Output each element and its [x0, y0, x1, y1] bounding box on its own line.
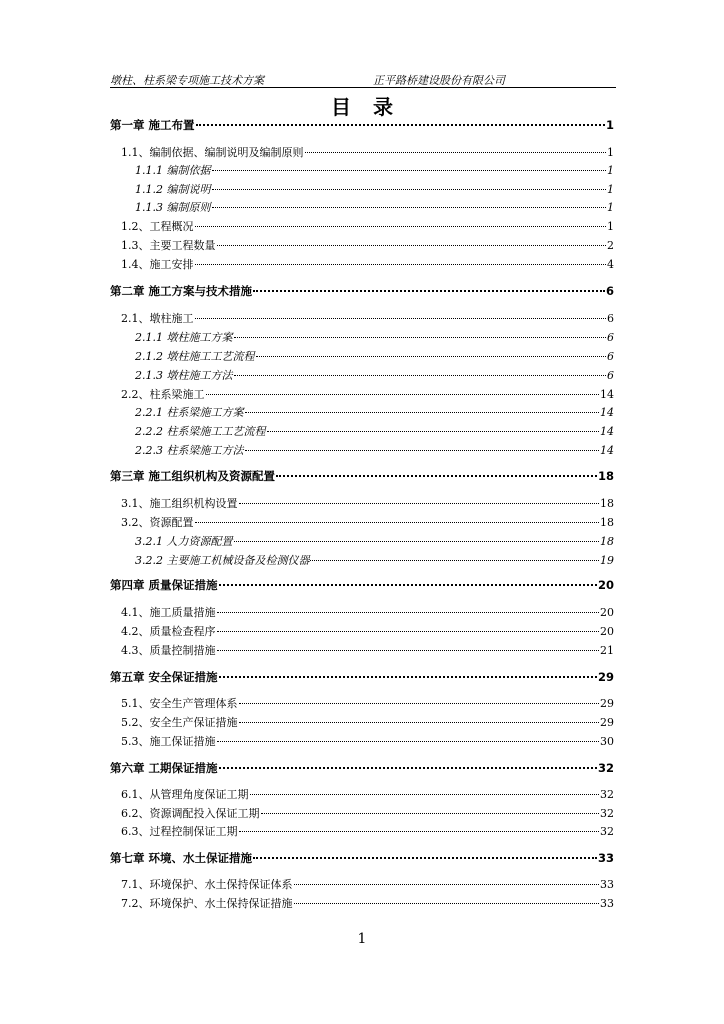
toc-entry-label: 7.1、环境保护、水土保持保证体系 [121, 878, 293, 891]
toc-entry-page: 29 [600, 697, 614, 710]
toc-entry-section[interactable] [121, 623, 614, 639]
toc-entry-page: 33 [597, 851, 614, 865]
toc-entry-label: 2.2.3 柱系梁施工方法 [135, 444, 244, 457]
toc-entry-page: 29 [597, 670, 614, 684]
toc-leader-dots [294, 903, 600, 904]
toc-leader-dots [261, 813, 600, 814]
toc-entry-chapter[interactable] [110, 468, 614, 484]
toc-leader-dots [195, 264, 607, 265]
toc-entry-label: 1.2、工程概况 [121, 220, 194, 233]
toc-entry-page: 6 [607, 369, 614, 382]
toc-leader-dots [256, 356, 607, 357]
toc-entry-label: 1.1.1 编制依据 [135, 164, 211, 177]
toc-entry-label: 2.1.3 墩柱施工方法 [135, 369, 233, 382]
toc-entry-label: 1.4、施工安排 [121, 258, 194, 271]
toc-entry-section[interactable] [121, 733, 614, 749]
toc-entry-label: 第七章 环境、水土保证措施 [110, 851, 253, 865]
toc-entry-page: 14 [600, 425, 614, 438]
toc-entry-page: 18 [597, 469, 614, 483]
toc-leader-dots [253, 290, 605, 292]
toc-leader-dots [234, 337, 607, 338]
toc-entry-label: 6.2、资源调配投入保证工期 [121, 807, 260, 820]
toc-leader-dots [195, 318, 607, 319]
toc-entry-section[interactable] [121, 714, 614, 730]
toc-entry-page: 19 [600, 554, 614, 567]
toc-entry-label: 第二章 施工方案与技术措施 [110, 284, 253, 298]
toc-entry-section[interactable] [121, 256, 614, 272]
toc-entry-page: 4 [607, 258, 614, 271]
toc-leader-dots [219, 584, 597, 586]
toc-entry-page: 6 [607, 350, 614, 363]
toc-entry-label: 第四章 质量保证措施 [110, 578, 218, 592]
toc-leader-dots [234, 375, 607, 376]
toc-leader-dots [217, 631, 600, 632]
toc-leader-dots [196, 124, 605, 126]
toc-entry-page: 14 [600, 388, 614, 401]
toc-entry-section[interactable] [121, 495, 614, 511]
toc-entry-page: 14 [600, 406, 614, 419]
toc-leader-dots [212, 170, 607, 171]
toc-entry-page: 1 [607, 183, 614, 196]
toc-entry-page: 21 [600, 644, 614, 657]
toc-leader-dots [239, 503, 600, 504]
toc-entry-page: 32 [600, 807, 614, 820]
toc-entry-sub[interactable] [135, 348, 614, 364]
toc-entry-label: 第三章 施工组织机构及资源配置 [110, 469, 276, 483]
toc-entry-label: 5.2、安全生产保证措施 [121, 716, 238, 729]
toc-entry-label: 2.2.1 柱系梁施工方案 [135, 406, 244, 419]
toc-entry-label: 2.1、墩柱施工 [121, 312, 194, 325]
toc-entry-label: 1.1、编制依据、编制说明及编制原则 [121, 146, 304, 159]
toc-entry-page: 32 [600, 788, 614, 801]
toc-entry-label: 5.3、施工保证措施 [121, 735, 216, 748]
toc-entry-page: 6 [607, 331, 614, 344]
toc-entry-section[interactable] [121, 237, 614, 253]
toc-entry-sub[interactable] [135, 181, 614, 197]
toc-entry-label: 3.2.1 人力资源配置 [135, 535, 233, 548]
toc-leader-dots [239, 722, 600, 723]
toc-leader-dots [217, 650, 600, 651]
toc-leader-dots [195, 522, 600, 523]
toc-entry-sub[interactable] [135, 162, 614, 178]
toc-entry-section[interactable] [121, 786, 614, 802]
toc-entry-page: 6 [607, 312, 614, 325]
toc-entry-page: 14 [600, 444, 614, 457]
toc-entry-sub[interactable] [135, 367, 614, 383]
toc-entry-label: 1.1.2 编制说明 [135, 183, 211, 196]
toc-leader-dots [217, 245, 607, 246]
toc-entry-page: 32 [597, 761, 614, 775]
toc-entry-page: 33 [600, 897, 614, 910]
toc-entry-page: 1 [607, 146, 614, 159]
toc-entry-chapter[interactable] [110, 669, 614, 685]
toc-entry-label: 2.1.2 墩柱施工工艺流程 [135, 350, 255, 363]
toc-entry-section[interactable] [121, 514, 614, 530]
toc-entry-section[interactable] [121, 823, 614, 839]
toc-entry-label: 1.3、主要工程数量 [121, 239, 216, 252]
toc-entry-label: 2.2.2 柱系梁施工工艺流程 [135, 425, 266, 438]
toc-leader-dots [219, 676, 597, 678]
toc-entry-chapter[interactable] [110, 283, 614, 299]
toc-entry-page: 20 [597, 578, 614, 592]
toc-entry-section[interactable] [121, 144, 614, 160]
toc-entry-page: 18 [600, 516, 614, 529]
toc-leader-dots [212, 207, 607, 208]
toc-entry-sub[interactable] [135, 552, 614, 568]
toc-entry-section[interactable] [121, 895, 614, 911]
toc-leader-dots [305, 152, 607, 153]
toc-entry-page: 1 [607, 201, 614, 214]
toc-entry-label: 2.1.1 墩柱施工方案 [135, 331, 233, 344]
toc-entry-page: 1 [605, 118, 614, 132]
toc-leader-dots [250, 794, 600, 795]
toc-entry-chapter[interactable] [110, 577, 614, 593]
toc-leader-dots [253, 857, 597, 859]
toc-entry-label: 4.2、质量检查程序 [121, 625, 216, 638]
toc-leader-dots [206, 394, 600, 395]
toc-leader-dots [276, 475, 597, 477]
toc-entry-sub[interactable] [135, 533, 614, 549]
toc-entry-page: 1 [607, 164, 614, 177]
toc-entry-label: 4.3、质量控制措施 [121, 644, 216, 657]
toc-entry-label: 5.1、安全生产管理体系 [121, 697, 238, 710]
toc-entry-label: 3.2、资源配置 [121, 516, 194, 529]
toc-entry-section[interactable] [121, 805, 614, 821]
toc-entry-section[interactable] [121, 876, 614, 892]
toc-entry-label: 3.1、施工组织机构设置 [121, 497, 238, 510]
toc-leader-dots [310, 560, 599, 561]
toc-leader-dots [217, 741, 600, 742]
toc-entry-label: 6.1、从管理角度保证工期 [121, 788, 249, 801]
toc-entry-page: 6 [605, 284, 614, 298]
page-title: 目录 [331, 95, 415, 119]
toc-entry-page: 1 [607, 220, 614, 233]
toc-entry-page: 18 [600, 497, 614, 510]
toc-leader-dots [195, 226, 607, 227]
toc-entry-label: 6.3、过程控制保证工期 [121, 825, 238, 838]
toc-entry-section[interactable] [121, 218, 614, 234]
toc-leader-dots [245, 412, 600, 413]
toc-leader-dots [217, 612, 600, 613]
toc-entry-page: 20 [600, 606, 614, 619]
toc-entry-sub[interactable] [135, 199, 614, 215]
toc-entry-page: 20 [600, 625, 614, 638]
toc-entry-label: 1.1.3 编制原则 [135, 201, 211, 214]
toc-entry-label: 4.1、施工质量措施 [121, 606, 216, 619]
toc-leader-dots [239, 703, 600, 704]
toc-entry-sub[interactable] [135, 442, 614, 458]
toc-entry-section[interactable] [121, 604, 614, 620]
toc-entry-section[interactable] [121, 695, 614, 711]
toc-entry-label: 第五章 安全保证措施 [110, 670, 218, 684]
toc-leader-dots [267, 431, 600, 432]
toc-leader-dots [294, 884, 600, 885]
toc-leader-dots [234, 541, 600, 542]
toc-leader-dots [219, 767, 597, 769]
header-doc-title: 墩柱、柱系梁专项施工技术方案 [110, 74, 264, 87]
toc-entry-sub[interactable] [135, 423, 614, 439]
toc-entry-sub[interactable] [135, 329, 614, 345]
toc-entry-sub[interactable] [135, 404, 614, 420]
toc-entry-page: 33 [600, 878, 614, 891]
toc-entry-chapter[interactable] [110, 760, 614, 776]
toc-entry-page: 29 [600, 716, 614, 729]
toc-entry-label: 2.2、柱系梁施工 [121, 388, 205, 401]
toc-entry-label: 第一章 施工布置 [110, 118, 195, 132]
header-company: 正平路桥建设股份有限公司 [373, 74, 505, 87]
toc-entry-label: 第六章 工期保证措施 [110, 761, 218, 775]
toc-leader-dots [239, 831, 600, 832]
page-header [110, 71, 616, 88]
page-number: 1 [357, 931, 367, 947]
toc-leader-dots [212, 189, 607, 190]
toc-entry-chapter[interactable] [110, 117, 614, 133]
toc-leader-dots [245, 450, 600, 451]
toc-entry-page: 2 [607, 239, 614, 252]
toc-entry-label: 7.2、环境保护、水土保持保证措施 [121, 897, 293, 910]
toc-entry-page: 18 [600, 535, 614, 548]
toc-entry-section[interactable] [121, 386, 614, 402]
toc-entry-label: 3.2.2 主要施工机械设备及检测仪器 [135, 554, 310, 567]
toc-entry-page: 30 [600, 735, 614, 748]
toc-entry-section[interactable] [121, 310, 614, 326]
toc-entry-chapter[interactable] [110, 850, 614, 866]
toc-entry-page: 32 [600, 825, 614, 838]
toc-entry-section[interactable] [121, 642, 614, 658]
